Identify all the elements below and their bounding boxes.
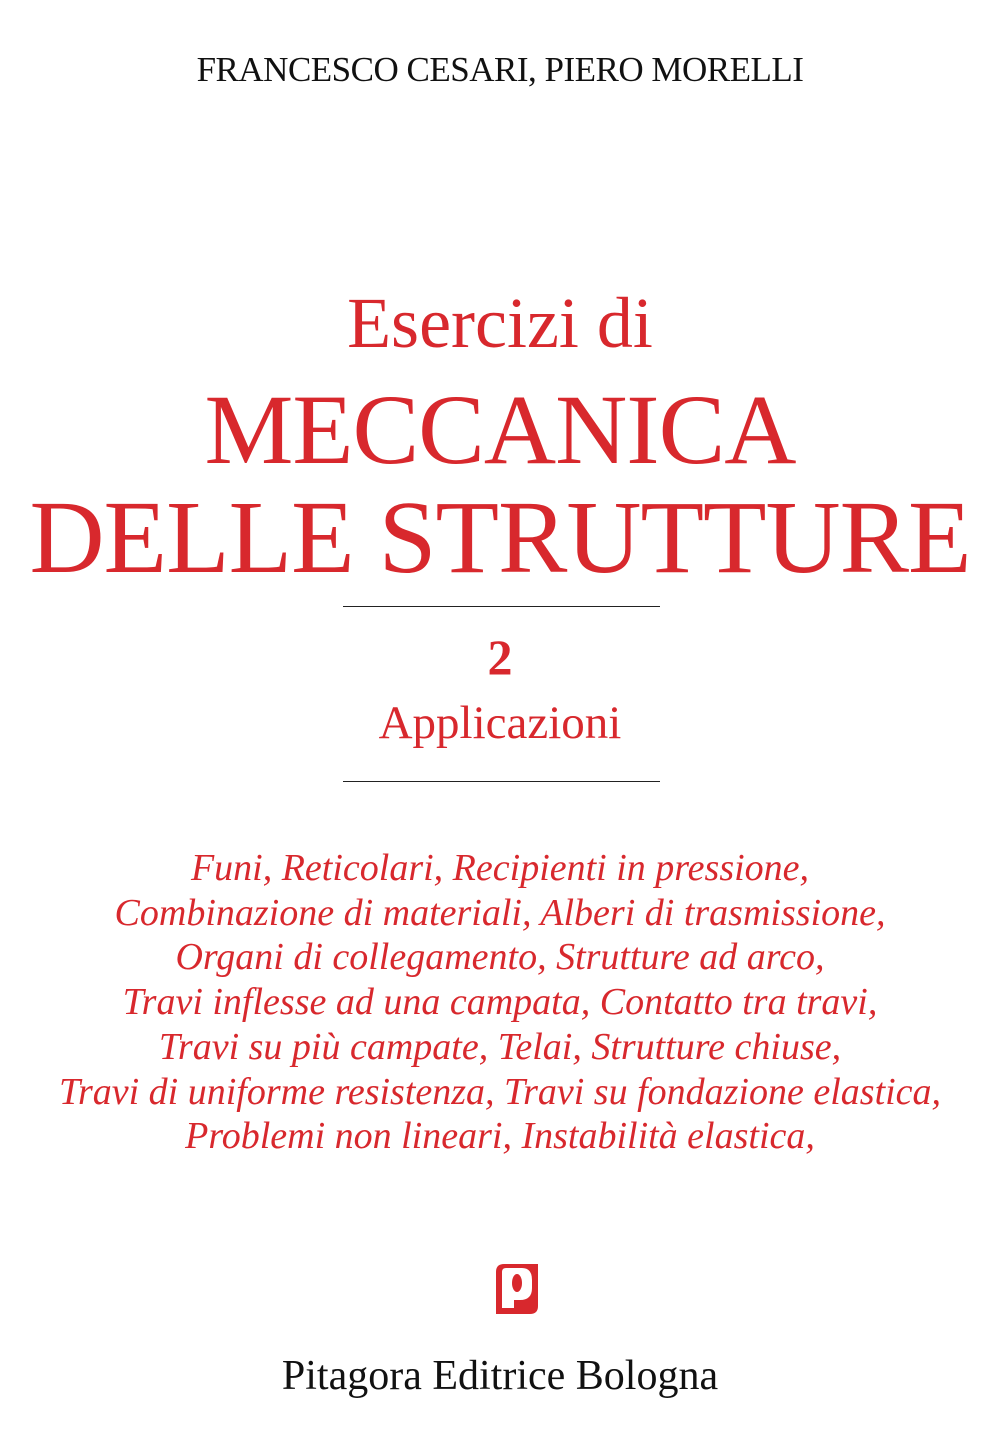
volume-subtitle: Applicazioni: [378, 697, 622, 749]
topics-list: [0, 846, 1000, 1159]
publisher: Pitagora Editrice Bologna: [281, 1353, 719, 1399]
topic-line: Travi di uniforme resistenza, Travi su fondazione elastica,: [58, 1070, 942, 1113]
title-line-2: MECCANICA: [204, 374, 796, 485]
topic-line: Organi di collegamento, Strutture ad arco,: [175, 936, 825, 979]
title-line-1: Esercizi di: [347, 283, 653, 363]
authors: FRANCESCO CESARI, PIERO MORELLI: [196, 50, 804, 89]
divider-top: [343, 606, 660, 607]
volume-number: 2: [487, 629, 513, 685]
topic-line: Combinazione di materiali, Alberi di trasmissione,: [114, 891, 886, 934]
topic-line: Travi su più campate, Telai, Strutture chiuse,: [158, 1025, 842, 1068]
pitagora-p-logo-icon: [494, 1262, 540, 1316]
topic-line: Problemi non lineari, Instabilità elastica,: [185, 1115, 815, 1158]
topic-line: Travi inflesse ad una campata, Contatto tra travi,: [122, 981, 878, 1024]
divider-bottom: [343, 781, 660, 782]
title-line-3: DELLE STRUTTURE: [29, 480, 971, 595]
topic-line: Funi, Reticolari, Recipienti in pressione,: [190, 847, 810, 889]
